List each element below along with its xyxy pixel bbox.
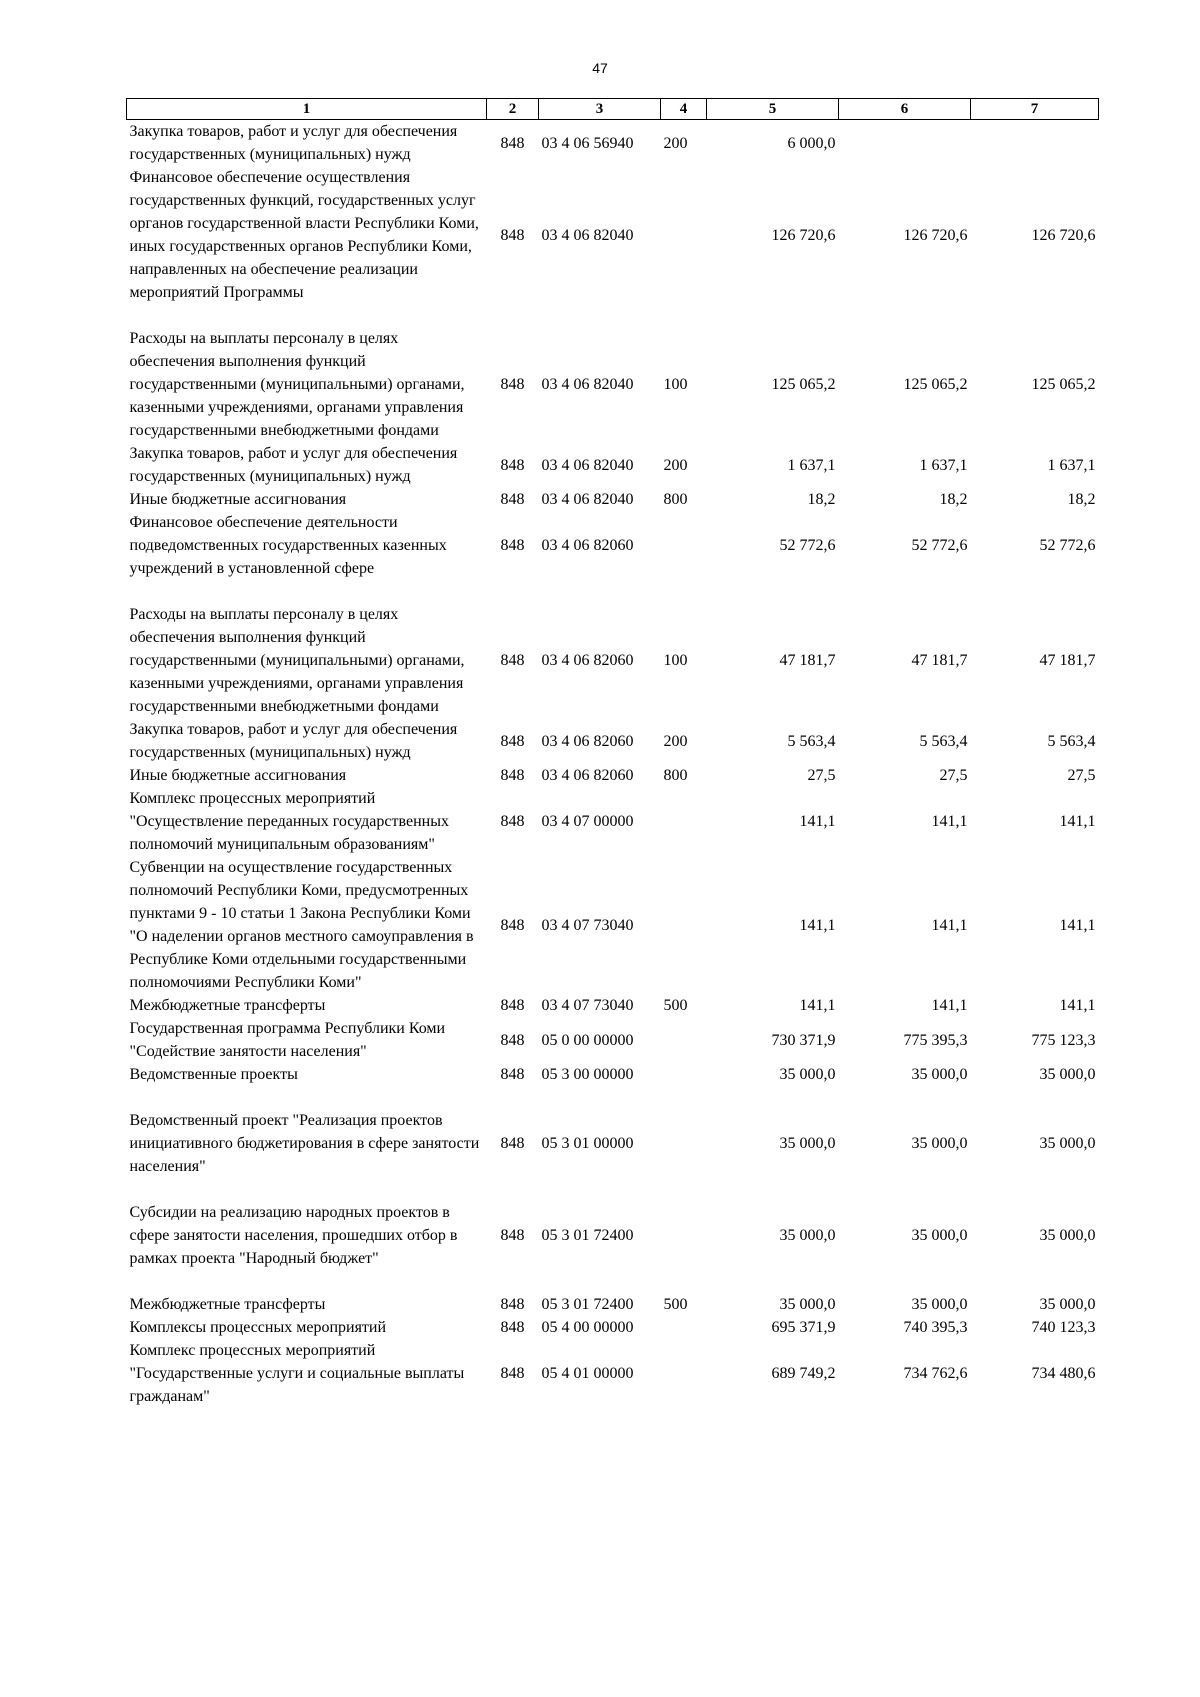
header-col-2: 2 bbox=[487, 99, 539, 120]
row-year2: 740 395,3 bbox=[903, 1319, 968, 1336]
row-vr: 200 bbox=[663, 732, 688, 750]
row-grbs: 848 bbox=[500, 997, 525, 1014]
row-grbs: 848 bbox=[500, 376, 525, 393]
row-year3 bbox=[971, 120, 1099, 167]
row-year2: 1 637,1 bbox=[919, 456, 968, 474]
row-vr: 800 bbox=[663, 767, 688, 784]
header-col-4: 4 bbox=[661, 99, 707, 120]
row-year3: 734 480,6 bbox=[1031, 1365, 1096, 1382]
row-vr: 500 bbox=[663, 1296, 688, 1313]
row-year3: 52 772,6 bbox=[1039, 537, 1096, 554]
row-year3: 141,1 bbox=[1059, 916, 1096, 934]
row-year2: 125 065,2 bbox=[903, 376, 968, 393]
row-name: Комплекс процессных мероприятий "Осуществление переданных государственных полномочий муниципальным образованиям" bbox=[129, 790, 449, 853]
row-name: Ведомственный проект "Реализация проектов инициативного бюджетирования в сфере занятости населения" bbox=[129, 1112, 480, 1175]
row-name: Расходы на выплаты персоналу в целях обеспечения выполнения функций государственными (муниципальными) органами, казенными учреждениями, органами управления государственными внебюджетными фондами bbox=[129, 330, 465, 439]
row-name: Иные бюджетные ассигнования bbox=[129, 767, 347, 784]
table-body bbox=[127, 120, 1099, 1409]
row-csr: 03 4 06 82060 bbox=[541, 652, 634, 669]
row-grbs: 848 bbox=[500, 1296, 525, 1313]
row-csr: 03 4 06 82040 bbox=[541, 456, 634, 474]
row-year2: 5 563,4 bbox=[919, 732, 968, 750]
row-year3: 35 000,0 bbox=[1039, 1135, 1096, 1152]
table-row bbox=[127, 166, 1099, 327]
row-year2: 141,1 bbox=[931, 997, 968, 1014]
row-name: Закупка товаров, работ и услуг для обеспечения государственных (муниципальных) нужд bbox=[129, 721, 458, 761]
row-year1: 141,1 bbox=[799, 997, 836, 1014]
table-row bbox=[127, 511, 1099, 603]
row-year2: 35 000,0 bbox=[911, 1227, 968, 1244]
table-row bbox=[127, 1201, 1099, 1293]
row-year1: 141,1 bbox=[799, 916, 836, 934]
row-year2: 27,5 bbox=[939, 767, 968, 784]
row-name: Комплексы процессных мероприятий bbox=[129, 1319, 387, 1336]
header-col-6: 6 bbox=[839, 99, 971, 120]
row-grbs: 848 bbox=[500, 491, 525, 508]
row-grbs: 848 bbox=[500, 916, 525, 934]
table-row bbox=[127, 1339, 1099, 1408]
row-year2: 35 000,0 bbox=[911, 1296, 968, 1313]
row-name: Субсидии на реализацию народных проектов в сфере занятости населения, прошедших отбор в рамках проекта "Народный бюджет" bbox=[129, 1204, 458, 1267]
row-year1: 52 772,6 bbox=[779, 537, 836, 554]
row-csr: 03 4 07 73040 bbox=[541, 916, 634, 934]
table-row bbox=[127, 120, 1099, 167]
row-year1: 689 749,2 bbox=[771, 1365, 836, 1382]
row-year3: 35 000,0 bbox=[1039, 1227, 1096, 1244]
row-name: Иные бюджетные ассигнования bbox=[129, 491, 347, 508]
row-grbs: 848 bbox=[500, 1365, 525, 1382]
row-name: Закупка товаров, работ и услуг для обеспечения государственных (муниципальных) нужд bbox=[129, 445, 458, 485]
row-year2: 734 762,6 bbox=[903, 1365, 968, 1382]
budget-table bbox=[126, 98, 1099, 1408]
row-vr: 100 bbox=[663, 652, 688, 669]
row-year1: 35 000,0 bbox=[779, 1066, 836, 1083]
table-row bbox=[127, 1293, 1099, 1316]
row-year2: 52 772,6 bbox=[911, 537, 968, 554]
row-vr bbox=[661, 856, 707, 994]
row-vr bbox=[661, 1201, 707, 1293]
row-csr: 03 4 06 82060 bbox=[541, 767, 634, 784]
row-year1: 126 720,6 bbox=[771, 226, 836, 244]
row-csr: 03 4 07 73040 bbox=[541, 997, 634, 1014]
row-grbs: 848 bbox=[500, 134, 525, 152]
row-year3: 27,5 bbox=[1067, 767, 1096, 784]
row-grbs: 848 bbox=[500, 652, 525, 669]
row-name: Финансовое обеспечение осуществления государственных функций, государственных услуг органов государственной власти Республики Коми, иных государственных органов Республики Коми, направленных на обеспечение реализации мероприятий Программы bbox=[129, 169, 479, 301]
row-grbs: 848 bbox=[500, 1031, 525, 1049]
row-year2: 141,1 bbox=[931, 813, 968, 830]
row-vr bbox=[661, 166, 707, 327]
row-grbs: 848 bbox=[500, 732, 525, 750]
row-year1: 141,1 bbox=[799, 813, 836, 830]
table-row bbox=[127, 327, 1099, 442]
row-name: Государственная программа Республики Коми "Содействие занятости населения" bbox=[129, 1020, 446, 1060]
row-vr bbox=[661, 1339, 707, 1408]
row-vr bbox=[661, 1086, 707, 1201]
row-year3: 47 181,7 bbox=[1039, 652, 1096, 669]
row-year3: 35 000,0 bbox=[1039, 1066, 1096, 1083]
table-row bbox=[127, 718, 1099, 764]
header-col-5: 5 bbox=[707, 99, 839, 120]
row-year3: 126 720,6 bbox=[1031, 226, 1096, 244]
row-vr: 200 bbox=[663, 456, 688, 474]
row-year1: 35 000,0 bbox=[779, 1135, 836, 1152]
row-vr: 200 bbox=[663, 134, 688, 152]
row-year2: 126 720,6 bbox=[903, 226, 968, 244]
row-grbs: 848 bbox=[500, 226, 525, 244]
row-vr bbox=[661, 1316, 707, 1339]
row-grbs: 848 bbox=[500, 1227, 525, 1244]
table-row bbox=[127, 1316, 1099, 1339]
row-vr bbox=[661, 1063, 707, 1086]
table-row bbox=[127, 603, 1099, 718]
table-row bbox=[127, 1063, 1099, 1086]
table-row bbox=[127, 442, 1099, 488]
row-year3: 141,1 bbox=[1059, 813, 1096, 830]
row-year3: 35 000,0 bbox=[1039, 1296, 1096, 1313]
table-row bbox=[127, 787, 1099, 856]
row-csr: 03 4 06 82040 bbox=[541, 491, 634, 508]
row-year3: 18,2 bbox=[1067, 491, 1096, 508]
row-vr: 100 bbox=[663, 376, 688, 393]
row-csr: 05 3 01 00000 bbox=[541, 1135, 634, 1152]
row-year2: 35 000,0 bbox=[911, 1066, 968, 1083]
row-name: Финансовое обеспечение деятельности подведомственных государственных казенных учреждений в установленной сфере bbox=[129, 514, 447, 577]
row-year2: 141,1 bbox=[931, 916, 968, 934]
row-name: Межбюджетные трансферты bbox=[129, 1296, 326, 1313]
row-grbs: 848 bbox=[500, 767, 525, 784]
row-year1: 47 181,7 bbox=[779, 652, 836, 669]
row-csr: 03 4 07 00000 bbox=[541, 813, 634, 830]
row-name: Межбюджетные трансферты bbox=[129, 997, 326, 1014]
row-csr: 03 4 06 56940 bbox=[541, 134, 634, 152]
row-year2: 35 000,0 bbox=[911, 1135, 968, 1152]
row-year3: 1 637,1 bbox=[1047, 456, 1096, 474]
row-csr: 05 4 01 00000 bbox=[541, 1365, 634, 1382]
row-name: Расходы на выплаты персоналу в целях обеспечения выполнения функций государственными (муниципальными) органами, казенными учреждениями, органами управления государственными внебюджетными фондами bbox=[129, 606, 465, 715]
table-row bbox=[127, 488, 1099, 511]
row-name: Комплекс процессных мероприятий "Государственные услуги и социальные выплаты гражданам" bbox=[129, 1342, 465, 1405]
row-vr bbox=[661, 1017, 707, 1063]
page-number: 47 bbox=[592, 60, 608, 76]
row-grbs: 848 bbox=[500, 813, 525, 830]
row-year1: 35 000,0 bbox=[779, 1227, 836, 1244]
row-year2: 18,2 bbox=[939, 491, 968, 508]
row-year1: 35 000,0 bbox=[779, 1296, 836, 1313]
row-name: Субвенции на осуществление государственных полномочий Республики Коми, предусмотренных пунктами 9 - 10 статьи 1 Закона Республики Коми "О наделении органов местного самоуправления в Республике Коми отдельными государственными полномочиями Республики Коми" bbox=[129, 859, 474, 991]
row-csr: 05 0 00 00000 bbox=[541, 1031, 634, 1049]
row-year1: 730 371,9 bbox=[771, 1031, 836, 1049]
table-row bbox=[127, 994, 1099, 1017]
header-col-1: 1 bbox=[127, 99, 487, 120]
row-name: Ведомственные проекты bbox=[129, 1066, 298, 1083]
row-year1: 27,5 bbox=[807, 767, 836, 784]
row-csr: 03 4 06 82060 bbox=[541, 537, 634, 554]
row-csr: 05 3 01 72400 bbox=[541, 1296, 634, 1313]
row-csr: 03 4 06 82040 bbox=[541, 226, 634, 244]
row-csr: 05 4 00 00000 bbox=[541, 1319, 634, 1336]
row-year1: 1 637,1 bbox=[787, 456, 836, 474]
header-row bbox=[127, 99, 1099, 120]
row-vr bbox=[661, 511, 707, 603]
row-csr: 05 3 00 00000 bbox=[541, 1066, 634, 1083]
table-row bbox=[127, 1017, 1099, 1063]
row-year1: 5 563,4 bbox=[787, 732, 836, 750]
row-csr: 03 4 06 82040 bbox=[541, 376, 634, 393]
table-row bbox=[127, 1086, 1099, 1201]
table-row bbox=[127, 764, 1099, 787]
table-row bbox=[127, 856, 1099, 994]
row-year1: 6 000,0 bbox=[787, 134, 836, 152]
row-year2: 775 395,3 bbox=[903, 1031, 968, 1049]
row-year1: 695 371,9 bbox=[771, 1319, 836, 1336]
row-grbs: 848 bbox=[500, 537, 525, 554]
row-csr: 05 3 01 72400 bbox=[541, 1227, 634, 1244]
row-year1: 125 065,2 bbox=[771, 376, 836, 393]
row-vr bbox=[661, 787, 707, 856]
row-year3: 740 123,3 bbox=[1031, 1319, 1096, 1336]
row-grbs: 848 bbox=[500, 456, 525, 474]
header-col-3: 3 bbox=[539, 99, 661, 120]
row-grbs: 848 bbox=[500, 1135, 525, 1152]
row-year3: 775 123,3 bbox=[1031, 1031, 1096, 1049]
row-csr: 03 4 06 82060 bbox=[541, 732, 634, 750]
row-grbs: 848 bbox=[500, 1066, 525, 1083]
row-year3: 141,1 bbox=[1059, 997, 1096, 1014]
row-year2 bbox=[839, 120, 971, 167]
row-year2: 47 181,7 bbox=[911, 652, 968, 669]
row-vr: 500 bbox=[663, 997, 688, 1014]
row-year3: 125 065,2 bbox=[1031, 376, 1096, 393]
row-year1: 18,2 bbox=[807, 491, 836, 508]
row-vr: 800 bbox=[663, 491, 688, 508]
table-header bbox=[127, 99, 1099, 120]
row-year3: 5 563,4 bbox=[1047, 732, 1096, 750]
row-grbs: 848 bbox=[500, 1319, 525, 1336]
header-col-7: 7 bbox=[971, 99, 1099, 120]
row-name: Закупка товаров, работ и услуг для обеспечения государственных (муниципальных) нужд bbox=[129, 123, 458, 163]
